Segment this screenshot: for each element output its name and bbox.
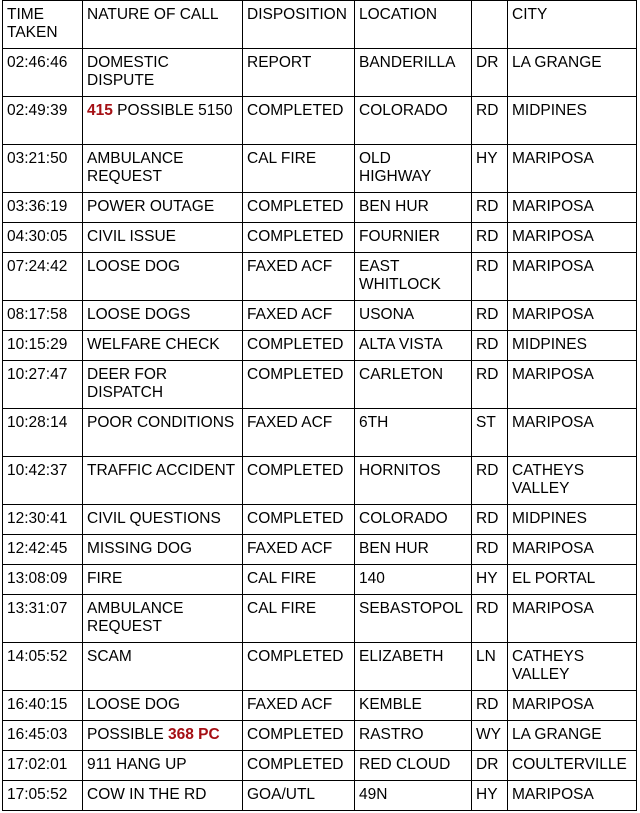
table-row <box>3 49 637 97</box>
cell-time-taken: 16:45:03 <box>3 721 83 751</box>
cell-location: COLORADO <box>355 505 472 535</box>
cell-disposition: COMPLETED <box>243 643 355 691</box>
nature-text: POSSIBLE <box>87 726 168 743</box>
table-row <box>3 457 637 505</box>
table-body <box>3 49 637 811</box>
cell-street-suffix: WY <box>472 721 508 751</box>
cell-nature-of-call: LOOSE DOGS <box>83 301 243 331</box>
cell-city: MIDPINES <box>508 331 637 361</box>
cell-city: MIDPINES <box>508 505 637 535</box>
cell-city: MARIPOSA <box>508 535 637 565</box>
nature-text: POSSIBLE 5150 <box>112 102 233 119</box>
cell-nature-of-call: SCAM <box>83 643 243 691</box>
cell-time-taken: 10:27:47 <box>3 361 83 409</box>
header-row <box>3 1 637 49</box>
cell-street-suffix: HY <box>472 565 508 595</box>
cell-disposition: CAL FIRE <box>243 145 355 193</box>
cell-nature-of-call: AMBULANCE REQUEST <box>83 145 243 193</box>
cell-street-suffix: RD <box>472 301 508 331</box>
table-row <box>3 643 637 691</box>
table-row <box>3 253 637 301</box>
table-row <box>3 781 637 811</box>
cell-street-suffix: HY <box>472 781 508 811</box>
cell-time-taken: 03:36:19 <box>3 193 83 223</box>
cell-street-suffix: LN <box>472 643 508 691</box>
cell-location: KEMBLE <box>355 691 472 721</box>
cell-disposition: COMPLETED <box>243 457 355 505</box>
cell-nature-of-call <box>83 97 243 145</box>
cell-disposition: COMPLETED <box>243 721 355 751</box>
header-time-taken: TIME TAKEN <box>3 1 83 49</box>
cell-nature-of-call: LOOSE DOG <box>83 253 243 301</box>
cell-city: COULTERVILLE <box>508 751 637 781</box>
cell-disposition: COMPLETED <box>243 751 355 781</box>
cell-street-suffix: RD <box>472 253 508 301</box>
cell-time-taken: 17:02:01 <box>3 751 83 781</box>
cell-nature-of-call <box>83 721 243 751</box>
cell-time-taken: 02:46:46 <box>3 49 83 97</box>
table-row <box>3 505 637 535</box>
cell-location: COLORADO <box>355 97 472 145</box>
cell-nature-of-call: LOOSE DOG <box>83 691 243 721</box>
table-row <box>3 301 637 331</box>
cell-street-suffix: RD <box>472 595 508 643</box>
cell-street-suffix: RD <box>472 505 508 535</box>
cell-location: BANDERILLA <box>355 49 472 97</box>
cell-disposition: FAXED ACF <box>243 535 355 565</box>
cell-time-taken: 13:08:09 <box>3 565 83 595</box>
cell-disposition: GOA/UTL <box>243 781 355 811</box>
cell-time-taken: 04:30:05 <box>3 223 83 253</box>
cell-time-taken: 14:05:52 <box>3 643 83 691</box>
cell-nature-of-call: FIRE <box>83 565 243 595</box>
cell-street-suffix: RD <box>472 331 508 361</box>
cell-disposition: COMPLETED <box>243 505 355 535</box>
cell-time-taken: 16:40:15 <box>3 691 83 721</box>
cell-disposition: COMPLETED <box>243 361 355 409</box>
table-row <box>3 97 637 145</box>
cell-city: MARIPOSA <box>508 145 637 193</box>
cell-location: 6TH <box>355 409 472 457</box>
cell-time-taken: 08:17:58 <box>3 301 83 331</box>
table-row <box>3 595 637 643</box>
cell-location: RASTRO <box>355 721 472 751</box>
cell-disposition: COMPLETED <box>243 97 355 145</box>
cell-city: LA GRANGE <box>508 721 637 751</box>
header-nature-of-call: NATURE OF CALL <box>83 1 243 49</box>
cell-street-suffix: RD <box>472 691 508 721</box>
table-row <box>3 145 637 193</box>
cell-location: EAST WHITLOCK <box>355 253 472 301</box>
header-location: LOCATION <box>355 1 472 49</box>
table-row <box>3 331 637 361</box>
cell-time-taken: 10:28:14 <box>3 409 83 457</box>
cell-location: RED CLOUD <box>355 751 472 781</box>
cell-location: 140 <box>355 565 472 595</box>
cell-street-suffix: RD <box>472 535 508 565</box>
cell-time-taken: 02:49:39 <box>3 97 83 145</box>
cell-city: CATHEYS VALLEY <box>508 643 637 691</box>
cell-location: BEN HUR <box>355 535 472 565</box>
cell-location: OLD HIGHWAY <box>355 145 472 193</box>
cell-street-suffix: ST <box>472 409 508 457</box>
cell-location: ALTA VISTA <box>355 331 472 361</box>
cell-city: MARIPOSA <box>508 781 637 811</box>
cell-street-suffix: RD <box>472 193 508 223</box>
cell-disposition: FAXED ACF <box>243 301 355 331</box>
cell-city: MARIPOSA <box>508 223 637 253</box>
cell-nature-of-call: POOR CONDITIONS <box>83 409 243 457</box>
table-row <box>3 751 637 781</box>
cell-location: FOURNIER <box>355 223 472 253</box>
cell-disposition: CAL FIRE <box>243 565 355 595</box>
cell-street-suffix: DR <box>472 49 508 97</box>
cell-city: MARIPOSA <box>508 595 637 643</box>
cell-nature-of-call: WELFARE CHECK <box>83 331 243 361</box>
cell-disposition: COMPLETED <box>243 331 355 361</box>
cell-time-taken: 03:21:50 <box>3 145 83 193</box>
cell-city: MARIPOSA <box>508 301 637 331</box>
cell-nature-of-call: POWER OUTAGE <box>83 193 243 223</box>
cell-time-taken: 13:31:07 <box>3 595 83 643</box>
cell-disposition: FAXED ACF <box>243 409 355 457</box>
cell-street-suffix: RD <box>472 361 508 409</box>
cell-city: MARIPOSA <box>508 361 637 409</box>
cell-location: SEBASTOPOL <box>355 595 472 643</box>
cell-disposition: FAXED ACF <box>243 691 355 721</box>
cell-nature-of-call: MISSING DOG <box>83 535 243 565</box>
cell-nature-of-call: CIVIL QUESTIONS <box>83 505 243 535</box>
cell-location: USONA <box>355 301 472 331</box>
cell-nature-of-call: TRAFFIC ACCIDENT <box>83 457 243 505</box>
cell-nature-of-call: 911 HANG UP <box>83 751 243 781</box>
table-row <box>3 361 637 409</box>
cell-time-taken: 10:15:29 <box>3 331 83 361</box>
table-row <box>3 409 637 457</box>
code-highlight: 368 PC <box>167 726 220 743</box>
cell-time-taken: 12:30:41 <box>3 505 83 535</box>
call-log-table <box>2 0 637 811</box>
cell-city: MIDPINES <box>508 97 637 145</box>
table-row <box>3 193 637 223</box>
cell-street-suffix: DR <box>472 751 508 781</box>
cell-disposition: COMPLETED <box>243 193 355 223</box>
cell-time-taken: 10:42:37 <box>3 457 83 505</box>
table-row <box>3 721 637 751</box>
cell-location: CARLETON <box>355 361 472 409</box>
cell-disposition: CAL FIRE <box>243 595 355 643</box>
cell-nature-of-call: DEER FOR DISPATCH <box>83 361 243 409</box>
header-city: CITY <box>508 1 637 49</box>
cell-nature-of-call: DOMESTIC DISPUTE <box>83 49 243 97</box>
table-row <box>3 691 637 721</box>
header-street-suffix <box>472 1 508 49</box>
cell-city: CATHEYS VALLEY <box>508 457 637 505</box>
table-row <box>3 223 637 253</box>
cell-disposition: FAXED ACF <box>243 253 355 301</box>
code-highlight: 415 <box>87 102 113 119</box>
cell-city: LA GRANGE <box>508 49 637 97</box>
cell-street-suffix: RD <box>472 97 508 145</box>
cell-location: BEN HUR <box>355 193 472 223</box>
cell-city: MARIPOSA <box>508 409 637 457</box>
cell-location: 49N <box>355 781 472 811</box>
table-row <box>3 565 637 595</box>
cell-street-suffix: HY <box>472 145 508 193</box>
table-row <box>3 535 637 565</box>
cell-disposition: REPORT <box>243 49 355 97</box>
cell-city: MARIPOSA <box>508 691 637 721</box>
cell-location: HORNITOS <box>355 457 472 505</box>
cell-nature-of-call: COW IN THE RD <box>83 781 243 811</box>
header-disposition: DISPOSITION <box>243 1 355 49</box>
cell-time-taken: 07:24:42 <box>3 253 83 301</box>
cell-time-taken: 17:05:52 <box>3 781 83 811</box>
cell-nature-of-call: AMBULANCE REQUEST <box>83 595 243 643</box>
cell-time-taken: 12:42:45 <box>3 535 83 565</box>
cell-location: ELIZABETH <box>355 643 472 691</box>
cell-street-suffix: RD <box>472 223 508 253</box>
cell-city: EL PORTAL <box>508 565 637 595</box>
cell-nature-of-call: CIVIL ISSUE <box>83 223 243 253</box>
cell-disposition: COMPLETED <box>243 223 355 253</box>
cell-street-suffix: RD <box>472 457 508 505</box>
cell-city: MARIPOSA <box>508 193 637 223</box>
table-header <box>3 1 637 49</box>
cell-city: MARIPOSA <box>508 253 637 301</box>
